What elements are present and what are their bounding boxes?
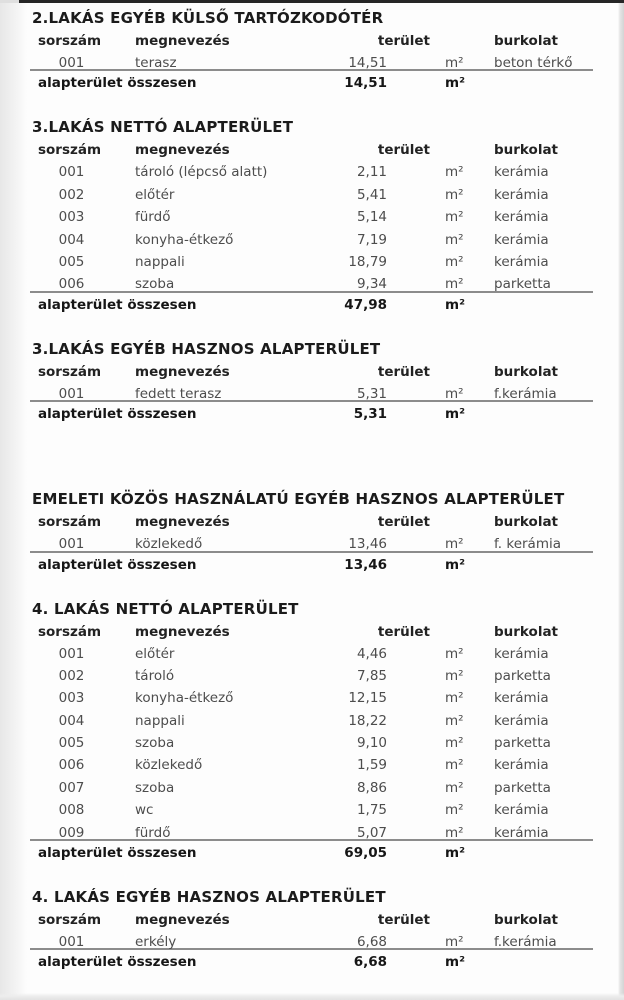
column-header-burkolat: burkolat	[494, 514, 559, 531]
row-surface: parketta	[494, 779, 551, 796]
row-name: szoba	[135, 276, 175, 293]
area-table	[30, 119, 593, 312]
row-unit: m²	[445, 186, 464, 203]
row-unit: m²	[445, 231, 464, 248]
row-num: 004	[58, 712, 85, 729]
row-num: 005	[58, 735, 85, 752]
column-header-terulet: terület	[377, 912, 430, 929]
row-area: 14,51	[348, 55, 387, 71]
table-row	[30, 757, 593, 779]
row-surface: kerámia	[494, 164, 549, 181]
row-surface: kerámia	[494, 757, 549, 774]
total-unit: m²	[445, 75, 465, 92]
row-num: 001	[58, 385, 85, 402]
area-table	[30, 10, 593, 91]
area-table	[30, 341, 593, 422]
table-row	[30, 668, 593, 690]
table-row	[30, 232, 593, 254]
row-name: tároló	[135, 667, 175, 684]
table-row	[30, 187, 593, 209]
table-row	[30, 690, 593, 712]
column-header-sorszam: sorszám	[38, 363, 102, 380]
scan-bottom-edge-artifact	[0, 993, 624, 1000]
table-row	[30, 209, 593, 231]
row-surface: kerámia	[494, 645, 549, 662]
row-unit: m²	[445, 253, 464, 270]
row-num: 001	[58, 934, 85, 951]
scan-top-bar-artifact	[19, 0, 624, 3]
section-title: 4. LAKÁS EGYÉB HASZNOS ALAPTERÜLET	[32, 888, 386, 907]
row-name: előtér	[135, 645, 175, 662]
row-surface: kerámia	[494, 186, 549, 203]
row-area: 6,68	[356, 934, 387, 951]
row-unit: m²	[445, 779, 464, 796]
column-header-sorszam: sorszám	[38, 623, 102, 640]
column-header-burkolat: burkolat	[494, 33, 559, 49]
column-header-megnevezes: megnevezés	[135, 912, 230, 929]
row-surface: f.kerámia	[494, 385, 557, 402]
column-header-megnevezes: megnevezés	[135, 142, 230, 159]
total-value: 6,68	[353, 954, 387, 971]
row-num: 005	[58, 253, 85, 270]
table-row	[30, 536, 593, 558]
row-name: szoba	[135, 735, 175, 752]
section-title: EMELETI KÖZÖS HASZNÁLATÚ EGYÉB HASZNOS ALAPTERÜLET	[32, 490, 565, 509]
table-row	[30, 276, 593, 298]
total-row	[30, 75, 593, 91]
row-area: 18,79	[348, 253, 387, 270]
row-surface: kerámia	[494, 712, 549, 729]
table-row	[30, 934, 593, 956]
row-num: 001	[58, 536, 85, 553]
column-header-sorszam: sorszám	[38, 33, 102, 49]
row-surface: f. kerámia	[494, 536, 561, 553]
row-area: 12,15	[348, 690, 387, 707]
total-label: alapterület összesen	[38, 296, 197, 313]
column-header-sorszam: sorszám	[38, 514, 102, 531]
row-unit: m²	[445, 536, 464, 553]
table-row	[30, 802, 593, 824]
area-table	[30, 889, 593, 970]
row-area: 4,46	[356, 645, 387, 662]
column-header-megnevezes: megnevezés	[135, 514, 230, 531]
total-unit: m²	[445, 845, 465, 862]
table-rows	[30, 164, 593, 298]
row-surface: kerámia	[494, 209, 549, 226]
column-header-megnevezes: megnevezés	[135, 363, 230, 380]
row-surface: f.kerámia	[494, 934, 557, 951]
table-header-row	[30, 624, 593, 646]
table-row	[30, 164, 593, 186]
row-num: 001	[58, 164, 85, 181]
row-num: 008	[58, 802, 85, 819]
row-area: 7,19	[356, 231, 387, 248]
total-row	[30, 557, 593, 573]
column-header-terulet: terület	[377, 33, 430, 49]
row-area: 18,22	[348, 712, 387, 729]
table-row	[30, 386, 593, 408]
row-unit: m²	[445, 209, 464, 226]
row-surface: kerámia	[494, 690, 549, 707]
total-value: 14,51	[344, 75, 387, 92]
row-name: fedett terasz	[135, 385, 222, 402]
column-header-terulet: terület	[377, 623, 430, 640]
row-area: 1,59	[356, 757, 387, 774]
section-title: 2.LAKÁS EGYÉB KÜLSŐ TARTÓZKODÓTÉR	[32, 9, 384, 27]
row-surface: kerámia	[494, 253, 549, 270]
row-num: 002	[58, 186, 85, 203]
row-unit: m²	[445, 757, 464, 774]
row-surface: kerámia	[494, 802, 549, 819]
row-surface: parketta	[494, 735, 551, 752]
row-unit: m²	[445, 824, 464, 841]
row-area: 13,46	[348, 536, 387, 553]
row-num: 004	[58, 231, 85, 248]
row-name: tároló (lépcső alatt)	[135, 164, 268, 181]
table-header-row	[30, 364, 593, 386]
scan-corner-artifact	[0, 0, 19, 3]
column-header-megnevezes: megnevezés	[135, 33, 230, 49]
row-name: erkély	[135, 934, 177, 951]
row-unit: m²	[445, 667, 464, 684]
row-name: fürdő	[135, 209, 171, 226]
row-area: 1,75	[356, 802, 387, 819]
total-label: alapterület összesen	[38, 406, 197, 423]
row-num: 002	[58, 667, 85, 684]
area-table	[30, 491, 593, 572]
row-unit: m²	[445, 802, 464, 819]
row-name: szoba	[135, 779, 175, 796]
row-unit: m²	[445, 276, 464, 293]
section-title: 4. LAKÁS NETTÓ ALAPTERÜLET	[32, 599, 299, 618]
row-unit: m²	[445, 55, 464, 71]
row-area: 5,31	[356, 385, 387, 402]
column-header-terulet: terület	[377, 363, 430, 380]
row-num: 009	[58, 824, 85, 841]
row-name: wc	[135, 802, 154, 819]
row-name: konyha-étkező	[135, 690, 234, 707]
row-unit: m²	[445, 645, 464, 662]
table-row	[30, 780, 593, 802]
row-area: 9,34	[356, 276, 387, 293]
row-area: 5,14	[356, 209, 387, 226]
row-area: 7,85	[356, 667, 387, 684]
row-surface: beton térkő	[494, 55, 573, 71]
total-unit: m²	[445, 406, 465, 423]
row-num: 006	[58, 757, 85, 774]
row-name: fürdő	[135, 824, 171, 841]
table-header-row	[30, 912, 593, 934]
column-header-burkolat: burkolat	[494, 912, 559, 929]
column-header-burkolat: burkolat	[494, 142, 559, 159]
total-unit: m²	[445, 556, 465, 573]
table-row	[30, 254, 593, 276]
total-label: alapterület összesen	[38, 556, 197, 573]
table-row	[30, 646, 593, 668]
row-surface: kerámia	[494, 231, 549, 248]
row-unit: m²	[445, 690, 464, 707]
row-surface: parketta	[494, 667, 551, 684]
row-name: terasz	[135, 55, 177, 71]
total-label: alapterület összesen	[38, 954, 197, 971]
row-surface: parketta	[494, 276, 551, 293]
total-label: alapterület összesen	[38, 75, 197, 92]
table-row	[30, 713, 593, 735]
column-header-terulet: terület	[377, 514, 430, 531]
row-name: konyha-étkező	[135, 231, 234, 248]
row-area: 2,11	[356, 164, 387, 181]
area-table	[30, 601, 593, 862]
row-unit: m²	[445, 735, 464, 752]
total-value: 69,05	[344, 845, 387, 862]
row-num: 001	[58, 55, 85, 71]
section-title: 3.LAKÁS NETTÓ ALAPTERÜLET	[32, 118, 294, 137]
row-unit: m²	[445, 934, 464, 951]
row-area: 9,10	[356, 735, 387, 752]
total-label: alapterület összesen	[38, 845, 197, 862]
row-name: közlekedő	[135, 757, 203, 774]
table-header-row	[30, 142, 593, 164]
scan-right-edge-artifact	[618, 2, 624, 1000]
table-row	[30, 825, 593, 847]
section-title: 3.LAKÁS EGYÉB HASZNOS ALAPTERÜLET	[32, 339, 381, 358]
scan-left-edge-artifact	[0, 0, 27, 1000]
total-unit: m²	[445, 954, 465, 971]
row-num: 003	[58, 209, 85, 226]
total-unit: m²	[445, 296, 465, 313]
table-rows	[30, 646, 593, 848]
total-row	[30, 406, 593, 422]
table-row	[30, 735, 593, 757]
row-area: 5,07	[356, 824, 387, 841]
column-header-sorszam: sorszám	[38, 142, 102, 159]
row-name: előtér	[135, 186, 175, 203]
table-header-row	[30, 33, 593, 55]
table-row	[30, 55, 593, 77]
row-num: 007	[58, 779, 85, 796]
row-unit: m²	[445, 385, 464, 402]
column-header-burkolat: burkolat	[494, 363, 559, 380]
table-rows	[30, 55, 593, 77]
total-row	[30, 954, 593, 970]
row-num: 001	[58, 645, 85, 662]
table-rows	[30, 934, 593, 956]
row-name: közlekedő	[135, 536, 203, 553]
row-area: 8,86	[356, 779, 387, 796]
total-row	[30, 297, 593, 313]
table-header-row	[30, 514, 593, 536]
row-unit: m²	[445, 164, 464, 181]
column-header-sorszam: sorszám	[38, 912, 102, 929]
row-num: 006	[58, 276, 85, 293]
row-name: nappali	[135, 712, 185, 729]
row-area: 5,41	[356, 186, 387, 203]
table-rows	[30, 536, 593, 558]
row-unit: m²	[445, 712, 464, 729]
total-value: 5,31	[353, 406, 387, 423]
total-value: 47,98	[344, 296, 387, 313]
row-name: nappali	[135, 253, 185, 270]
total-value: 13,46	[344, 556, 387, 573]
row-num: 003	[58, 690, 85, 707]
table-rows	[30, 386, 593, 408]
row-surface: kerámia	[494, 824, 549, 841]
column-header-burkolat: burkolat	[494, 623, 559, 640]
column-header-terulet: terület	[377, 142, 430, 159]
column-header-megnevezes: megnevezés	[135, 623, 230, 640]
total-row	[30, 845, 593, 861]
